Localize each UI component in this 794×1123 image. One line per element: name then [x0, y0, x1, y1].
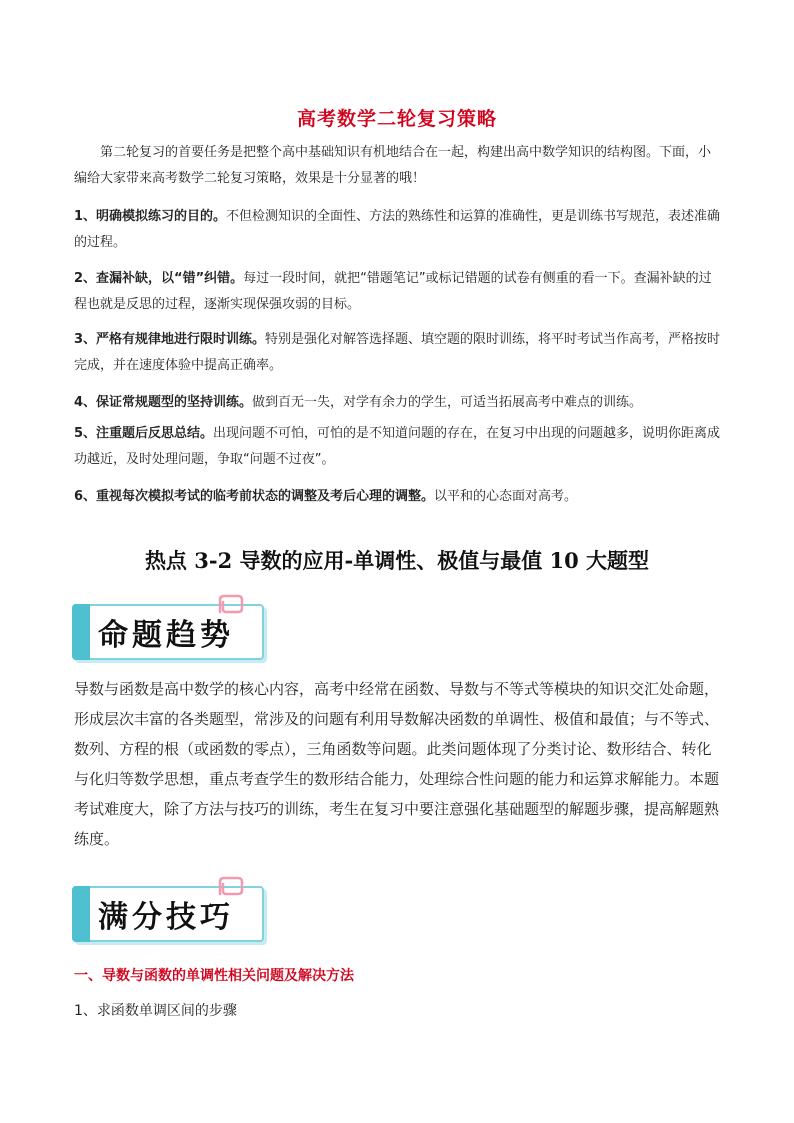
strategy-item-lead: 3、严格有规律地进行限时训练。: [74, 332, 266, 347]
technique-banner: [72, 880, 268, 940]
hotspot-title: 热点 3-2 导数的应用-单调性、极值与最值 10 大题型: [144, 548, 650, 573]
strategy-item-text: 特别是强化对解答选择题、填空题的限时训练，将平时考试当作高考，严格按时完成，并在速度体验中提高正确率。: [74, 332, 721, 373]
strategy-item-lead: 2、查漏补缺，以“错”纠错。: [74, 271, 244, 286]
banner-label: 命题趋势: [98, 618, 234, 653]
strategy-item-5: [74, 421, 722, 473]
step-text: 1、求函数单调区间的步骤: [74, 1003, 237, 1019]
paperclip-icon: [214, 876, 248, 898]
strategy-title: 高考数学二轮复习策略: [296, 108, 497, 130]
paperclip-icon: [214, 594, 248, 616]
banner-stripe: [72, 886, 90, 942]
trend-paragraph: 导数与函数是高中数学的核心内容，高考中经常在函数、导数与不等式等模块的知识交汇处命题，形成层次丰富的各类题型，常涉及的问题有利用导数解决函数的单调性、极值和最值；与不等式、数列、方程的根（或函数的零点），三角函数等问题。此类问题体现了分类讨论、数形结合、转化与化归等数学思想，重点考查学生的数形结合能力，处理综合性问题的能力和运算求解能力。本题考试难度大，除了方法与技巧的训练，考生在复习中要注意强化基础题型的解题步骤，提高解题熟练度。: [74, 680, 720, 848]
banner-stripe: [72, 604, 90, 660]
strategy-item-text: 不但检测知识的全面性、方法的熟练性和运算的准确性，更是训练书写规范，表述准确的过程。: [74, 209, 721, 250]
strategy-item-text: 出现问题不可怕，可怕的是不知道问题的存在，在复习中出现的问题越多，说明你距离成功越近，及时处理问题，争取“问题不过夜”。: [74, 426, 721, 467]
strategy-intro: 第二轮复习的首要任务是把整个高中基础知识有机地结合在一起，构建出高中数学知识的结构图。下面，小编给大家带来高考数学二轮复习策略，效果是十分显著的哦！: [74, 145, 712, 186]
strategy-item-text: 做到百无一失，对学有余力的学生，可适当拓展高考中难点的训练。: [252, 395, 643, 410]
strategy-item-1: [74, 204, 722, 256]
strategy-item-3: [74, 327, 722, 379]
section-heading: 一、导数与函数的单调性相关问题及解决方法: [74, 968, 354, 984]
strategy-item-text: 以平和的心态面对高考。: [434, 489, 578, 504]
strategy-item-lead: 1、明确模拟练习的目的。: [74, 209, 227, 224]
strategy-item-text: 每过一段时间，就把“错题笔记”或标记错题的试卷有侧重的看一下。查漏补缺的过程也就是反思的过程，逐渐实现保强攻弱的目标。: [74, 271, 712, 312]
trend-banner: [72, 598, 268, 658]
strategy-item-lead: 4、保证常规题型的坚持训练。: [74, 395, 253, 410]
banner-label: 满分技巧: [98, 900, 234, 935]
strategy-item-6: [74, 484, 722, 510]
strategy-item-lead: 6、重视每次模拟考试的临考前状态的调整及考后心理的调整。: [74, 489, 435, 504]
strategy-item-lead: 5、注重题后反思总结。: [74, 426, 214, 441]
strategy-item-2: [74, 266, 722, 318]
strategy-item-4: [74, 390, 722, 416]
